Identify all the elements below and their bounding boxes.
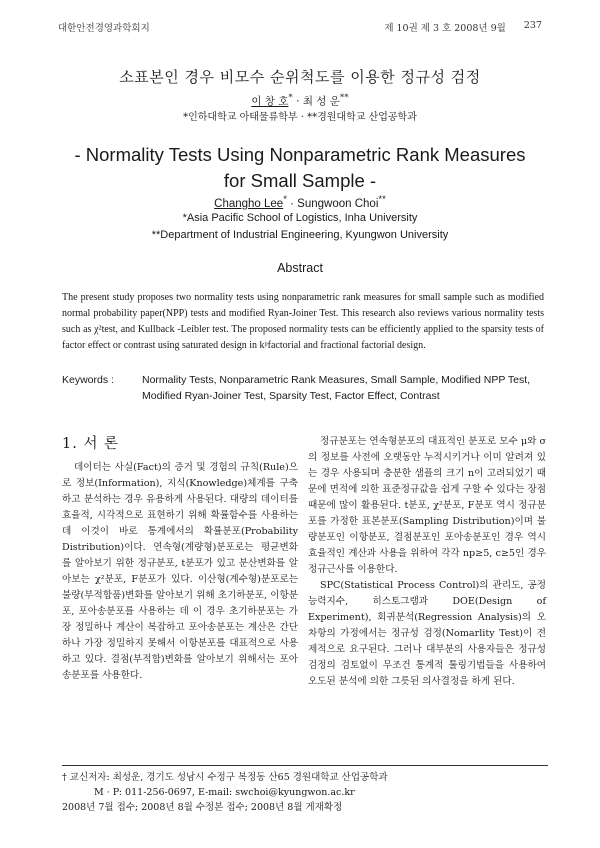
running-header	[58, 20, 542, 34]
footnote-dates: 2008년 7월 접수; 2008년 8월 수정본 접수; 2008년 8월 게재확정	[62, 802, 343, 813]
footnote-corresponding-author: † 교신저자: 최성운, 경기도 성남시 수정구 복정동 산65 경원대학교 산업공학과	[62, 772, 388, 783]
title-english-line1: - Normality Tests Using Nonparametric Rank Measures	[74, 144, 526, 165]
affiliations-english	[0, 210, 600, 244]
author2-name-ko: 최 성 운	[302, 95, 340, 108]
journal-name: 대한안전경영과학회지	[58, 23, 150, 34]
page-number: 237	[523, 20, 542, 31]
keywords-text: Normality Tests, Nonparametric Rank Measures, Small Sample, Modified NPP Test, Modified Ryan-Joiner Test, Sparsity Test, Factor Effect, Contrast	[142, 374, 531, 402]
abstract-heading: Abstract	[277, 261, 323, 275]
abstract-body: The present study proposes two normality tests using nonparametric rank measures for small sample such as modified normal probability paper(NPP) tests and modified Ryan-Joiner Test. This research also reviews various normality tests such as χ²test, and Kullback -Leibler test. The proposed normality tests can be efficiently applied to the sparsity tests of factor effect or contrast using saturated design in kᵖfactorial and fractional factorial design.	[62, 292, 544, 351]
right-column	[308, 434, 546, 690]
author2-mark-en: **	[378, 194, 386, 205]
keywords	[62, 372, 544, 404]
author1-mark-ko: *	[288, 93, 293, 103]
author1-mark-en: *	[283, 194, 287, 205]
author2-mark-ko: **	[339, 93, 349, 103]
footnote-divider	[62, 765, 548, 766]
intro-paragraph-1: 데이터는 사실(Fact)의 증거 및 경험의 규칙(Rule)으로 정보(Information), 지식(Knowledge)체계를 구축하고 분석하는 경우 유용하게 사용된다. 대량의 데이터를 효율적, 시각적으로 표현하기 위해 확률함수를 사용하는데 이것이 바로 통계에서의 확률분포(Probability Distribution)이다. 연속형(계량형)분포로는 평균변화를 알아보기 위한 정규분포, t분포가 있고 분산변화를 알아보는 χ²분포, F분포가 있다. 이산형(계수형)분포로는 불량(부적합품)변화를 알아보기 위해 초기하분포, 이항분포, 포아송분포를 사용하는 데 이 경우 초기하분포는 가장 정밀하나 계산이 복잡하고 포아송분포는 계산은 간단하나 가장 정밀하지 못해서 이항분포를 대표적으로 사용하고 있다. 결점(부적합)변화를 알아보기 위해서는 포아송분포를 사용한다.	[62, 462, 298, 681]
affiliation-english-2: **Department of Industrial Engineering, Kyungwon University	[151, 229, 449, 241]
author1-name-ko: 이 창 호	[251, 95, 289, 108]
author1-name-en: Changho Lee	[214, 197, 284, 210]
title-korean: 소표본인 경우 비모수 순위척도를 이용한 정규성 검정	[119, 68, 481, 86]
title-english-line2: for Small Sample -	[223, 170, 377, 191]
keywords-label: Keywords :	[62, 374, 114, 386]
intro-paragraph-2: 정규분포는 연속형분포의 대표적인 분포로 모수 μ와 σ의 정보를 사전에 오랫동안 누적시키거나 이미 알려져 있는 경우 사용되며 충분한 샘플의 크기 n이 고려되었기 때문에 면적에 의한 표준정규값을 쉽게 구할 수 있다는 장점 때문에 많이 활용된다. t분포, χ²분포, F분포 역시 정규분포를 가정한 표본분포(Sampling Distribution)이며 불량분포인 이항분포, 결점분포인 포아송분포인 경우 역시 효율적인 계산과 사용을 위하여 각각 np≥5, c≥5인 경우 정규근사를 이용한다.	[308, 436, 546, 575]
author2-name-en: Sungwoon Choi	[297, 197, 379, 210]
authors-korean	[0, 93, 600, 109]
title-english	[0, 142, 600, 194]
affiliation-english-1: *Asia Pacific School of Logistics, Inha University	[182, 212, 418, 224]
volume-issue: 제 10권 제 3 호 2008년 9월	[384, 23, 506, 34]
intro-paragraph-3: SPC(Statistical Process Control)의 관리도, 공정능력지수, 히스토그램과 DOE(Design of Experiment), 회귀분석(Regression Analysis)의 오차항의 가정에서는 정규성 검정(Nomarlity Test)이 전제적으로 요구된다. 그러나 대부분의 사용자들은 정규성 검정의 검토없이 무조건 통계적 툴링기법들을 사용하여 오도된 분석에 의한 그릇된 의사결정을 하게 된다.	[308, 580, 546, 687]
footnote-contact: M · P: 011-256-0697, E-mail: swchoi@kyungwon.ac.kr	[94, 787, 355, 798]
footnotes	[62, 770, 550, 815]
section-heading-introduction: 1. 서 론	[62, 436, 120, 452]
authors-english	[0, 194, 600, 210]
author-separator-en: ·	[286, 197, 298, 210]
left-column	[62, 460, 298, 684]
affiliations-korean: *인하대학교 아태물류학부 · **경원대학교 산업공학과	[183, 112, 417, 123]
author-separator-ko: ·	[292, 95, 303, 108]
